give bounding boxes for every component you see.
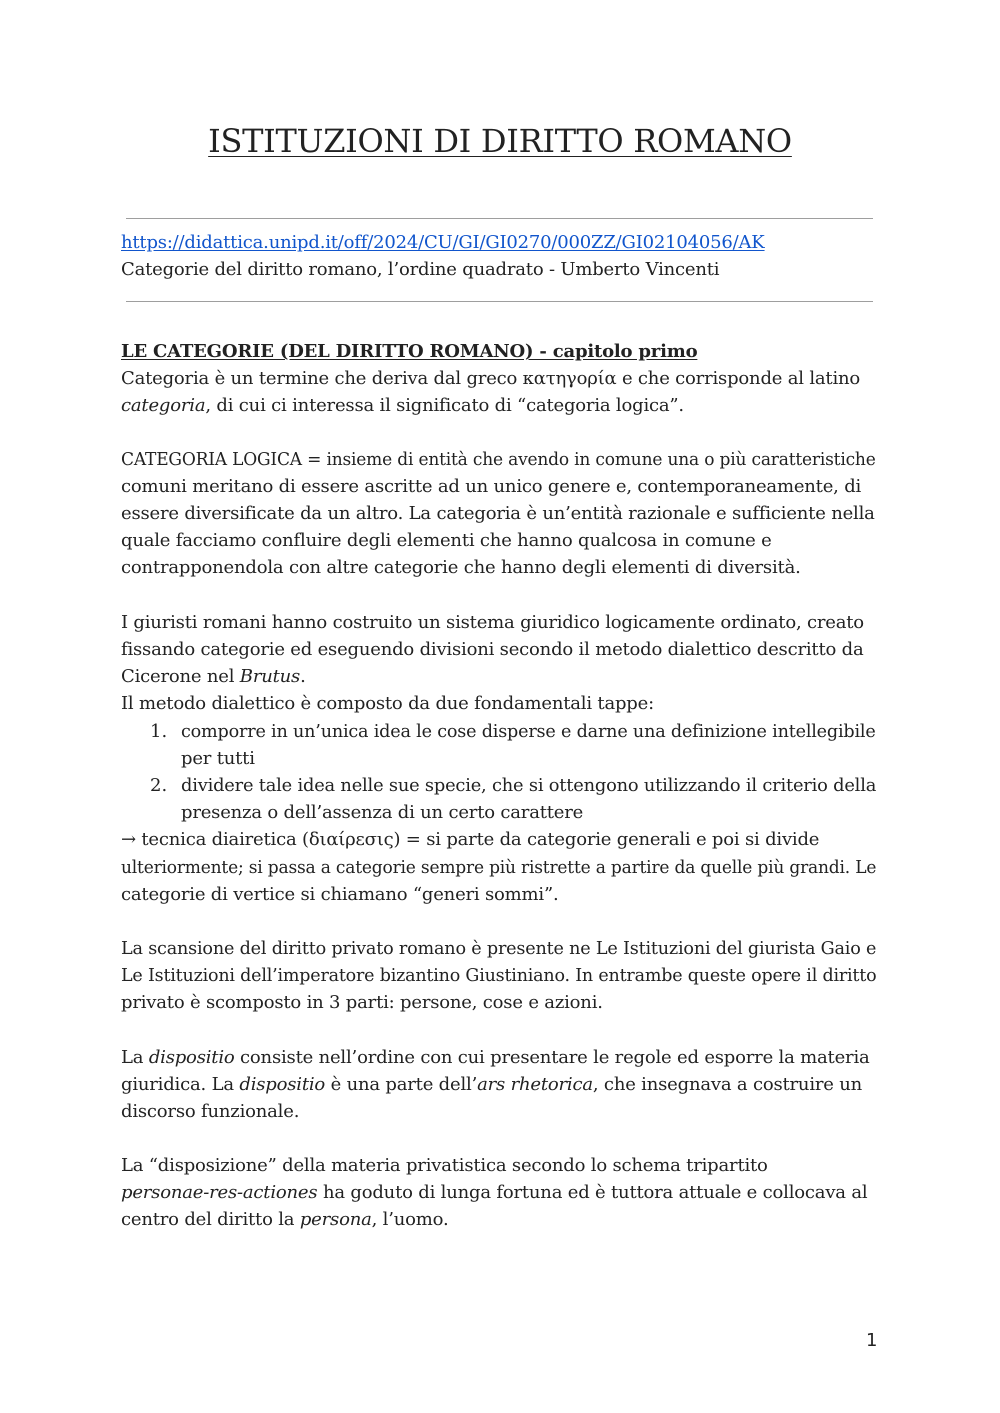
paragraph-1-line-2 — [121, 395, 684, 416]
paragraph-4-line-3: categorie di vertice si chiamano “generi sommi”. — [121, 884, 559, 905]
paragraph-text: . — [300, 666, 306, 687]
paragraph-4-line-1: → tecnica diairetica (διαίρεσις) = si parte da categorie generali e poi si divide — [121, 829, 820, 850]
list-item-2-line-1: dividere tale idea nelle sue specie, che si ottengono utilizzando il criterio della — [181, 775, 877, 796]
paragraph-text: è una parte dell’ — [325, 1074, 478, 1095]
paragraph-6-line-3: discorso funzionale. — [121, 1101, 300, 1122]
italic-term: personae-res-actiones — [121, 1182, 318, 1203]
paragraph-2-line-2: comuni meritano di essere ascritte ad un unico genere e, contemporaneamente, di — [121, 476, 862, 497]
paragraph-3-line-3 — [121, 666, 306, 687]
list-item-2-line-2: presenza o dell’assenza di un certo carattere — [181, 802, 584, 823]
paragraph-7-line-1: La “disposizione” della materia privatistica secondo lo schema tripartito — [121, 1155, 768, 1176]
horizontal-rule-bottom — [126, 301, 873, 302]
paragraph-3-line-1: I giuristi romani hanno costruito un sistema giuridico logicamente ordinato, creato — [121, 612, 864, 633]
paragraph-3-line-4: Il metodo dialettico è composto da due fondamentali tappe: — [121, 693, 654, 714]
paragraph-2-line-1: CATEGORIA LOGICA = insieme di entità che avendo in comune una o più caratteristiche — [121, 449, 876, 470]
course-link-line — [121, 232, 765, 253]
italic-term: persona — [299, 1209, 372, 1230]
paragraph-text: ha goduto di lunga fortuna ed è tuttora attuale e collocava al — [317, 1182, 868, 1203]
italic-term: dispositio — [239, 1074, 326, 1095]
paragraph-3-line-2: fissando categorie ed eseguendo divisioni secondo il metodo dialettico descritto da — [121, 639, 864, 660]
paragraph-7-line-3 — [121, 1209, 449, 1230]
paragraph-text: , che insegnava a costruire un — [592, 1074, 863, 1095]
reference-text: Categorie del diritto romano, l’ordine quadrato - Umberto Vincenti — [121, 259, 720, 280]
paragraph-2-line-4: quale facciamo confluire degli elementi che hanno qualcosa in comune e — [121, 530, 772, 551]
document-title: ISTITUZIONI DI DIRITTO ROMANO — [208, 122, 792, 160]
paragraph-5-line-2: Le Istituzioni dell’imperatore bizantino Giustiniano. In entrambe queste opere il diritto — [121, 965, 877, 986]
paragraph-text: , l’uomo. — [371, 1209, 449, 1230]
list-item-1-line-1: comporre in un’unica idea le cose disperse e darne una definizione intellegibile — [181, 721, 876, 742]
list-item-number: 1. — [150, 721, 168, 742]
paragraph-1-line-1: Categoria è un termine che deriva dal greco κατηγορία e che corrisponde al latino — [121, 368, 861, 389]
paragraph-text: , di cui ci interessa il significato di “categoria logica”. — [205, 395, 684, 416]
paragraph-text: giuridica. La — [121, 1074, 240, 1095]
paragraph-text: Cicerone nel — [121, 666, 240, 687]
italic-term: ars rhetorica — [477, 1074, 593, 1095]
italic-term: categoria — [121, 395, 206, 416]
list-item-1-line-2: per tutti — [181, 748, 255, 769]
paragraph-text: La — [121, 1047, 149, 1068]
paragraph-4-line-2: ulteriormente; si passa a categorie sempre più ristrette a partire da quelle più grandi. Le — [121, 857, 877, 878]
list-item-number: 2. — [150, 775, 168, 796]
paragraph-text: consiste nell’ordine con cui presentare le regole ed esporre la materia — [234, 1047, 870, 1068]
paragraph-7-line-2 — [121, 1182, 867, 1203]
paragraph-6-line-1 — [121, 1047, 870, 1068]
paragraph-2-line-3: essere diversificate da un altro. La categoria è un’entità razionale e sufficiente nella — [121, 503, 875, 524]
italic-term: dispositio — [148, 1047, 235, 1068]
paragraph-5-line-3: privato è scomposto in 3 parti: persone, cose e azioni. — [121, 992, 603, 1013]
italic-term: Brutus — [239, 666, 301, 687]
paragraph-5-line-1: La scansione del diritto privato romano è presente ne Le Istituzioni del giurista Gaio e — [121, 938, 877, 959]
paragraph-6-line-2 — [121, 1074, 862, 1095]
paragraph-text: centro del diritto la — [121, 1209, 300, 1230]
section-heading: LE CATEGORIE (DEL DIRITTO ROMANO) - capitolo primo — [121, 341, 698, 362]
course-link[interactable]: https://didattica.unipd.it/off/2024/CU/GI/GI0270/000ZZ/GI02104056/AK — [121, 232, 765, 253]
horizontal-rule-top — [126, 218, 873, 219]
page-number: 1 — [866, 1330, 878, 1351]
paragraph-2-line-5: contrapponendola con altre categorie che hanno degli elementi di diversità. — [121, 557, 801, 578]
